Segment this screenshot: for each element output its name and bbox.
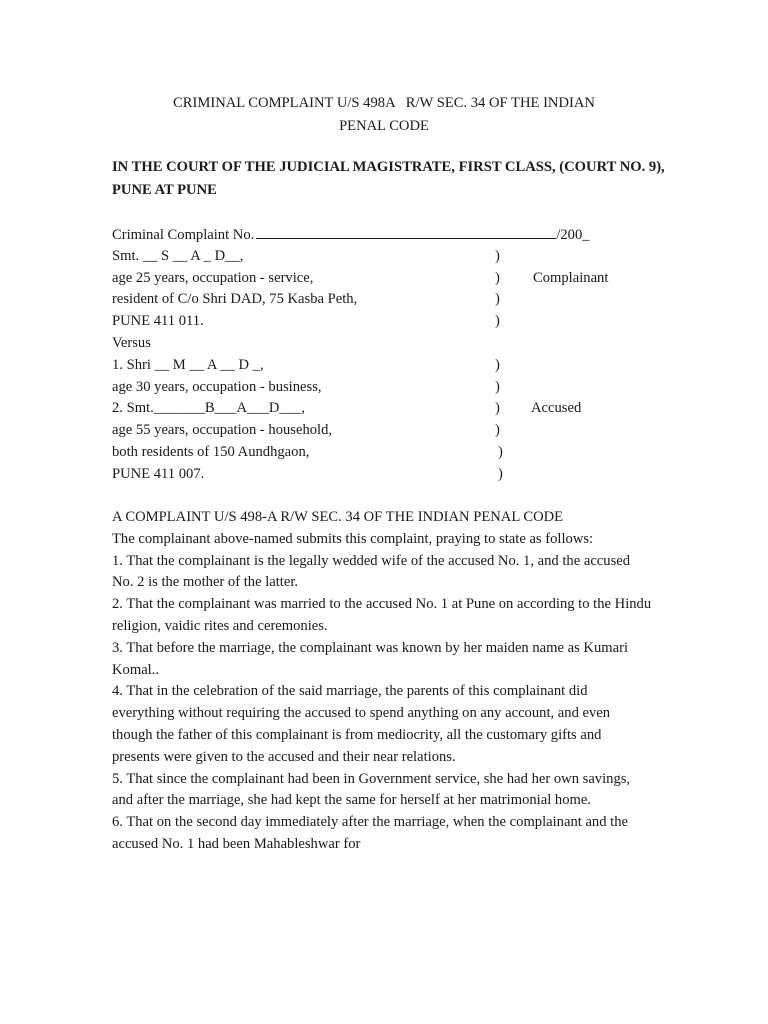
paragraph-4: 4. That in the celebration of the said marriage, the parents of this complainant did everything without requiring the accused to spend anything on any account, and even though the father of this complainant is from mediocrity, all the customary gifts and presents were given to the accused and their near relations. xyxy=(112,683,611,765)
bracket: ) xyxy=(495,291,500,308)
paragraph-5: 5. That since the complainant had been in Government service, she had her own savings, and after the marriage, she had kept the same for herself at her matrimonial home. xyxy=(112,770,631,809)
complainant-address: resident of C/o Shri DAD, 75 Kasba Peth, xyxy=(112,291,358,308)
complainant-city: PUNE 411 011. xyxy=(112,313,204,330)
paragraph-3: 3. That before the marriage, the complainant was known by her maiden name as Kumari Komal.. xyxy=(112,639,629,678)
bracket: ) xyxy=(498,465,503,482)
title-line-2: PENAL CODE xyxy=(339,118,429,134)
complaint-number-blank xyxy=(256,224,556,239)
party-line xyxy=(112,246,672,268)
accused-1-age: age 30 years, occupation - business, xyxy=(112,378,322,395)
complaint-number-label: Criminal Complaint No. xyxy=(112,227,255,243)
paragraph-1: 1. That the complainant is the legally wedded wife of the accused No. 1, and the accused No. 2 is the mother of the latter. xyxy=(112,552,631,591)
complainant-age: age 25 years, occupation - service, xyxy=(112,269,314,286)
bracket: ) xyxy=(495,269,500,286)
accused-2-name: 2. Smt._______B___A___D___, xyxy=(112,400,305,417)
complaint-body xyxy=(112,507,652,856)
bracket: ) xyxy=(495,378,500,395)
paragraph-2: 2. That the complainant was married to the accused No. 1 at Pune on according to the Hindu religion, vaidic rites and ceremonies. xyxy=(112,596,652,634)
versus-line xyxy=(112,333,672,355)
party-line xyxy=(112,377,672,399)
bracket: ) xyxy=(495,313,500,330)
party-line xyxy=(112,311,672,333)
complainant-name: Smt. __ S __ A _ D__, xyxy=(112,247,244,264)
document-title xyxy=(0,92,768,138)
accused-role: Accused xyxy=(531,400,582,417)
complaint-number-line xyxy=(112,224,672,246)
paragraph-intro: The complainant above-named submits this complaint, praying to state as follows: xyxy=(112,530,594,547)
party-line xyxy=(112,355,672,377)
party-line xyxy=(112,398,672,420)
accused-1-name: 1. Shri __ M __ A __ D _, xyxy=(112,356,264,373)
paragraph-6: 6. That on the second day immediately after the marriage, when the complainant and the accused No. 1 had been Mahableshwar for xyxy=(112,814,629,852)
parties-block xyxy=(112,224,672,486)
accused-2-age: age 55 years, occupation - household, xyxy=(112,422,333,439)
party-line xyxy=(112,464,672,486)
complaint-heading: A COMPLAINT U/S 498-A R/W SEC. 34 OF THE INDIAN PENAL CODE xyxy=(112,509,564,525)
court-heading: IN THE COURT OF THE JUDICIAL MAGISTRATE, FIRST CLASS, (COURT NO. 9), PUNE AT PUNE xyxy=(112,159,665,198)
bracket: ) xyxy=(495,400,500,417)
complainant-role: Complainant xyxy=(533,269,609,286)
versus-label: Versus xyxy=(112,334,151,351)
accused-city: PUNE 411 007. xyxy=(112,465,205,482)
party-line xyxy=(112,420,672,442)
party-line xyxy=(112,289,672,311)
bracket: ) xyxy=(495,356,500,373)
accused-address: both residents of 150 Aundhgaon, xyxy=(112,443,310,460)
bracket: ) xyxy=(495,247,500,264)
party-line xyxy=(112,268,672,290)
bracket: ) xyxy=(495,422,500,439)
title-line-1: CRIMINAL COMPLAINT U/S 498A R/W SEC. 34 OF THE INDIAN xyxy=(173,95,595,111)
complaint-number-suffix: /200_ xyxy=(556,227,590,243)
bracket: ) xyxy=(498,443,503,460)
party-line xyxy=(112,442,672,464)
